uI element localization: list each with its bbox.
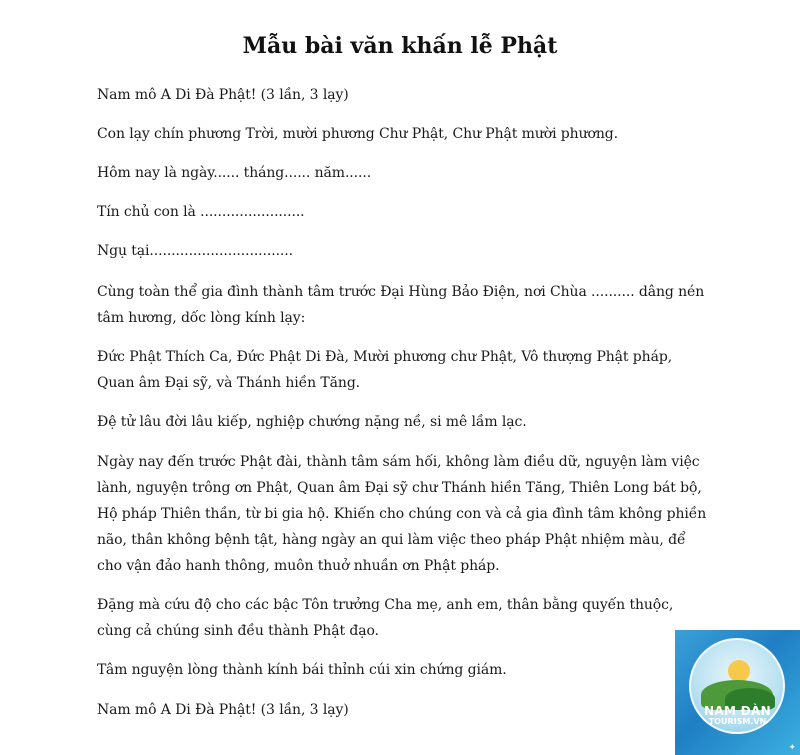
paragraph-residence: Ngụ tại.................................: [97, 243, 293, 259]
logo-subtitle: TOURISM.VN: [708, 717, 767, 726]
sun-icon: [728, 660, 750, 682]
paragraph-sincere-wish: Tâm nguyện lòng thành kính bái thỉnh cúi xin chứng giám.: [97, 662, 507, 678]
document-title: Mẫu bài văn khấn lễ Phật: [242, 33, 558, 59]
nam-dan-tourism-logo: [675, 630, 800, 755]
logo-name: NAM ĐÀN: [704, 704, 771, 718]
sparkle-icon: ✦: [788, 743, 796, 753]
paragraph-closing-invocation: Nam mô A Di Đà Phật! (3 lần, 3 lạy): [97, 702, 349, 718]
paragraph-believer-name: Tín chủ con là ........................: [97, 204, 305, 220]
paragraph-repentance: Ngày nay đến trước Phật đài, thành tâm sám hối, không làm điều dữ, nguyện làm việc lành, nguyện trông ơn Phật, Quan âm Đại sỹ chư Thánh hiền Tăng, Thiên Long bát bộ, Hộ pháp Thiên thần, từ bi gia hộ. Khiến cho chúng con và cả gia đình tâm không phiền não, thân không bệnh tật, hàng ngày an qui làm việc theo pháp Phật nhiệm màu, để cho vận đảo hanh thông, muôn thuở nhuần ơn Phật pháp.: [97, 454, 707, 574]
paragraph-family-offering: Cùng toàn thể gia đình thành tâm trước Đại Hùng Bảo Điện, nơi Chùa .......... dâng nén tâm hương, dốc lòng kính lạy:: [97, 284, 705, 326]
paragraph-karma: Đệ tử lâu đời lâu kiếp, nghiệp chướng nặng nề, si mê lầm lạc.: [97, 414, 527, 430]
paragraph-bow-directions: Con lạy chín phương Trời, mười phương Chư Phật, Chư Phật mười phương.: [97, 126, 618, 142]
paragraph-opening-invocation: Nam mô A Di Đà Phật! (3 lần, 3 lạy): [97, 87, 349, 103]
paragraph-buddhas-list: Đức Phật Thích Ca, Đức Phật Di Đà, Mười phương chư Phật, Vô thượng Phật pháp, Quan âm Đại sỹ, và Thánh hiền Tăng.: [97, 349, 673, 391]
paragraph-date: Hôm nay là ngày...... tháng...... năm......: [97, 165, 372, 181]
paragraph-salvation: Đặng mà cứu độ cho các bậc Tôn trưởng Cha mẹ, anh em, thân bằng quyến thuộc, cùng cả chúng sinh đều thành Phật đạo.: [97, 597, 674, 639]
